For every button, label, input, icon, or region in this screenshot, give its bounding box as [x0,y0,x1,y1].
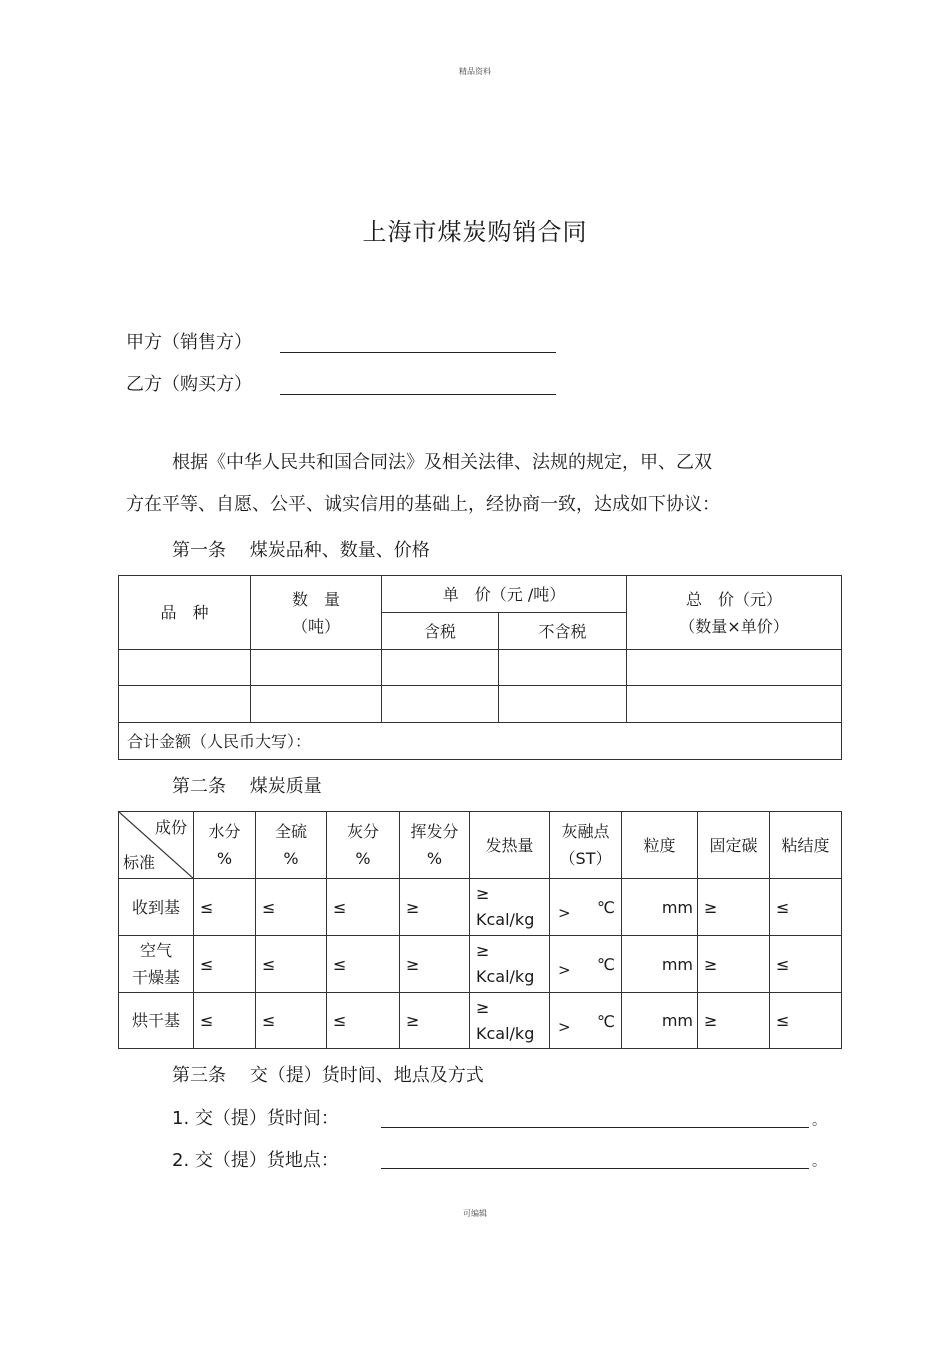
header-fixed-carbon: 固定碳 [698,812,770,879]
header-ash-fusion [550,812,622,879]
gt-symbol: > [558,961,571,979]
header-tax-incl: 含税 [382,613,499,650]
table-row [119,650,842,686]
gt-symbol: > [558,1018,571,1036]
delivery-place-end: 。 [812,1154,826,1170]
article-3-heading: 第三条 交（提）货时间、地点及方式 [172,1065,484,1086]
header-label: 灰融点 [561,822,610,841]
celsius-unit: ℃ [597,898,615,917]
header-unit: % [216,849,233,868]
kcal-unit: Kcal/kg [476,910,535,929]
delivery-time-end: 。 [812,1113,826,1129]
table-row [119,879,842,936]
header-granularity: 粒度 [622,812,698,879]
ge-symbol: ≥ [476,941,490,960]
cell-calorific[interactable] [470,993,550,1049]
cell-ash[interactable]: ≤ [327,936,400,993]
kcal-unit: Kcal/kg [476,967,535,986]
celsius-unit: ℃ [597,1012,615,1031]
party-b-label: 乙方（购买方） [126,374,252,395]
ge-symbol: ≥ [476,997,490,1017]
cell-total[interactable] [627,650,842,686]
cell-caking[interactable]: ≤ [770,936,842,993]
celsius-unit: ℃ [597,955,615,974]
cell-quantity[interactable] [251,650,382,686]
ge-symbol: ≥ [476,884,490,903]
cell-total[interactable] [627,686,842,723]
total-amount-row[interactable]: 合计金额（人民币大写）： [119,723,842,760]
header-label: 灰分 [346,822,379,841]
header-variety: 品 种 [119,576,251,650]
cell-calorific[interactable] [470,936,550,993]
corner-top-label: 成份 [154,818,187,837]
cell-granularity[interactable]: mm [622,936,698,993]
cell-caking[interactable]: ≤ [770,993,842,1049]
header-volatile [400,812,470,879]
cell-fixed-carbon[interactable]: ≥ [698,993,770,1049]
footer-watermark: 可编辑 [463,1209,487,1218]
header-label: 全硫 [274,822,307,841]
header-total [627,576,842,650]
cell-caking[interactable]: ≤ [770,879,842,936]
delivery-place-label: 2. 交（提）货地点： [172,1150,339,1171]
cell-ash-fusion[interactable] [550,993,622,1049]
party-a-label: 甲方（销售方） [126,332,252,353]
corner-header [119,812,194,879]
header-ash [327,812,400,879]
cell-granularity[interactable]: mm [622,993,698,1049]
cell-sulfur[interactable]: ≤ [256,936,327,993]
header-label: 挥发分 [410,822,459,841]
header-watermark: 精品资料 [459,67,491,76]
row-label-line1: 空气 [139,941,172,960]
cell-moisture[interactable]: ≤ [194,936,256,993]
header-quantity-unit: （吨） [291,616,340,636]
cell-fixed-carbon[interactable]: ≥ [698,936,770,993]
table-row [119,686,842,723]
cell-ash-fusion[interactable] [550,936,622,993]
delivery-time-label: 1. 交（提）货时间： [172,1108,339,1129]
cell-volatile[interactable]: ≥ [400,879,470,936]
header-quantity [251,576,382,650]
party-b-blank[interactable] [280,394,556,395]
header-calorific: 发热量 [470,812,550,879]
table-row [119,936,842,993]
header-unit: % [355,849,371,868]
cell-tax-excl[interactable] [499,650,627,686]
intro-line-1: 根据《中华人民共和国合同法》及相关法律、法规的规定，甲、乙双 [172,452,712,473]
cell-variety[interactable] [119,650,251,686]
article-1-heading: 第一条 煤炭品种、数量、价格 [172,540,430,561]
party-a-blank[interactable] [280,352,556,353]
header-unit: % [426,849,443,868]
intro-line-2: 方在平等、自愿、公平、诚实信用的基础上，经协商一致，达成如下协议： [126,494,720,515]
cell-granularity[interactable]: mm [622,879,698,936]
cell-sulfur[interactable]: ≤ [256,993,327,1049]
price-table [118,575,842,760]
header-unit: % [283,849,299,868]
article-2-heading: 第二条 煤炭质量 [172,776,322,797]
header-quantity-label: 数 量 [291,589,340,609]
cell-tax-incl[interactable] [382,686,499,723]
cell-quantity[interactable] [251,686,382,723]
page-title: 上海市煤炭购销合同 [362,218,588,246]
cell-ash[interactable]: ≤ [327,993,400,1049]
cell-moisture[interactable]: ≤ [194,879,256,936]
cell-volatile[interactable]: ≥ [400,936,470,993]
delivery-time-blank[interactable] [381,1127,809,1128]
header-total-note: （数量×单价） [679,616,789,636]
cell-tax-excl[interactable] [499,686,627,723]
row-label: 收到基 [119,879,194,936]
gt-symbol: > [558,904,571,922]
corner-bottom-label: 标准 [123,853,156,872]
header-caking: 粘结度 [770,812,842,879]
header-unit-price: 单 价（元 /吨） [382,576,627,613]
header-unit: （ST） [559,849,612,868]
header-moisture [194,812,256,879]
cell-ash-fusion[interactable] [550,879,622,936]
header-label: 水分 [208,822,241,841]
delivery-place-blank[interactable] [381,1168,809,1169]
quality-table [118,811,842,1049]
cell-calorific[interactable] [470,879,550,936]
row-label-line2: 干燥基 [131,968,180,987]
header-tax-excl: 不含税 [499,613,627,650]
row-label: 烘干基 [119,993,194,1049]
table-row [119,993,842,1049]
header-total-label: 总 价（元） [686,589,783,609]
cell-moisture[interactable]: ≤ [194,993,256,1049]
row-label [119,936,194,993]
cell-volatile[interactable]: ≥ [400,993,470,1049]
cell-sulfur[interactable]: ≤ [256,879,327,936]
header-sulfur [256,812,327,879]
cell-fixed-carbon[interactable]: ≥ [698,879,770,936]
cell-tax-incl[interactable] [382,650,499,686]
kcal-unit: Kcal/kg [476,1023,535,1043]
cell-ash[interactable]: ≤ [327,879,400,936]
cell-variety[interactable] [119,686,251,723]
